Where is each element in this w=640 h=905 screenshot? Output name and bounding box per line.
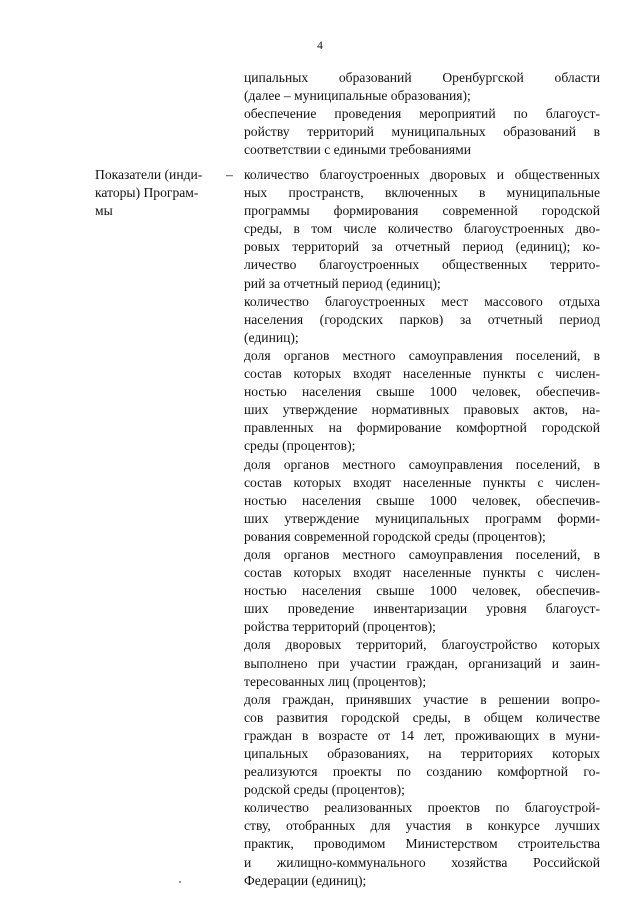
- indicators-text-block: [244, 166, 600, 890]
- text-line: и жилищно-коммунального хозяйства Российской: [244, 854, 600, 870]
- text-line: ройству территорий муниципальных образований в: [244, 124, 600, 140]
- text-line: правленных на формирование комфортной городской: [244, 420, 600, 436]
- text-line: выполнено при участии граждан, организаций и заин-: [244, 655, 600, 671]
- text-line: среды (процентов);: [244, 438, 356, 454]
- label-line: мы: [95, 203, 113, 219]
- text-line: личество благоустроенных общественных террито-: [244, 257, 600, 273]
- text-line: ностью населения свыше 1000 человек, обеспечив-: [244, 583, 600, 599]
- text-line: доля граждан, принявших участие в решении вопро-: [244, 691, 600, 707]
- indicator-paragraph: [244, 636, 600, 690]
- text-line: тересованных лиц (процентов);: [244, 673, 427, 689]
- text-line: среды, в том числе количество благоустроенных дво-: [244, 221, 600, 237]
- indicators-label: [95, 166, 223, 220]
- page-number: 4: [317, 40, 323, 52]
- text-line: (единиц);: [244, 329, 299, 345]
- indicator-paragraph: [244, 293, 600, 347]
- scan-speck: [179, 881, 181, 883]
- text-line: ностью населения свыше 1000 человек, обеспечив-: [244, 384, 600, 400]
- text-line: ципальных образованиях, на территориях которых: [244, 746, 600, 761]
- indicator-paragraph: [244, 691, 600, 800]
- text-line: Федерации (единиц);: [244, 872, 367, 888]
- text-line: количество благоустроенных мест массового отдыха: [244, 293, 600, 309]
- text-line: практик, проводимом Министерством строительства: [244, 836, 600, 852]
- text-line: ших утверждение муниципальных программ форми-: [244, 510, 600, 526]
- indicator-paragraph: [244, 166, 600, 293]
- text-line: обеспечение проведения мероприятий по благоуст-: [244, 106, 600, 122]
- text-line: ципальных образований Оренбургской области: [244, 70, 600, 85]
- text-line: доля органов местного самоуправления поселений, в: [244, 546, 600, 562]
- label-line: каторы) Програм-: [95, 185, 199, 201]
- text-line: ных пространств, включенных в муниципальные: [244, 185, 600, 201]
- label-dash: –: [226, 167, 233, 182]
- text-line: рования современной городской среды (процентов);: [244, 528, 546, 544]
- text-line: состав которых входят населенные пункты с числен-: [244, 565, 600, 581]
- text-line: населения (городских парков) за отчетный период: [244, 311, 600, 327]
- text-line: ших утверждение нормативных правовых актов, на-: [244, 402, 600, 418]
- text-line: родской среды (процентов);: [244, 782, 405, 798]
- text-line: доля дворовых территорий, благоустройство которых: [244, 637, 600, 653]
- text-line: граждан в возрасте от 14 лет, проживающих в муни-: [244, 727, 600, 743]
- indicator-paragraph: [244, 347, 600, 456]
- text-line: доля органов местного самоуправления поселений, в: [244, 456, 600, 472]
- text-line: сов развития городской среды, в общем количестве: [244, 709, 600, 725]
- text-line: доля органов местного самоуправления поселений, в: [244, 347, 600, 363]
- text-line: количество реализованных проектов по благоустрой-: [244, 800, 600, 816]
- text-line: количество благоустроенных дворовых и общественных: [244, 167, 600, 182]
- text-line: ших проведение инвентаризации уровня благоуст-: [244, 601, 600, 617]
- text-line: реализуются проекты по созданию комфортной го-: [244, 764, 600, 780]
- text-line: ностью населения свыше 1000 человек, обеспечив-: [244, 492, 600, 508]
- text-line: состав которых входят населенные пункты с числен-: [244, 366, 600, 382]
- indicator-paragraph: [244, 799, 600, 889]
- text-line: ровых территорий за отчетный период (единиц); ко-: [244, 239, 600, 255]
- text-line: соответствии с едиными требованиями: [244, 142, 471, 158]
- text-line: ройства территорий (процентов);: [244, 619, 436, 635]
- indicator-paragraph: [244, 456, 600, 546]
- text-line: (далее – муниципальные образования);: [244, 88, 471, 104]
- text-line: программы формирования современной городской: [244, 203, 600, 219]
- text-line: рий за отчетный период (единиц);: [244, 275, 441, 291]
- label-line: Показатели (инди-: [95, 167, 203, 182]
- top-text-block: [244, 69, 600, 159]
- text-line: ству, отобранных для участия в конкурсе лучших: [244, 818, 600, 834]
- indicator-paragraph: [244, 546, 600, 636]
- text-line: состав которых входят населенные пункты с числен-: [244, 474, 600, 490]
